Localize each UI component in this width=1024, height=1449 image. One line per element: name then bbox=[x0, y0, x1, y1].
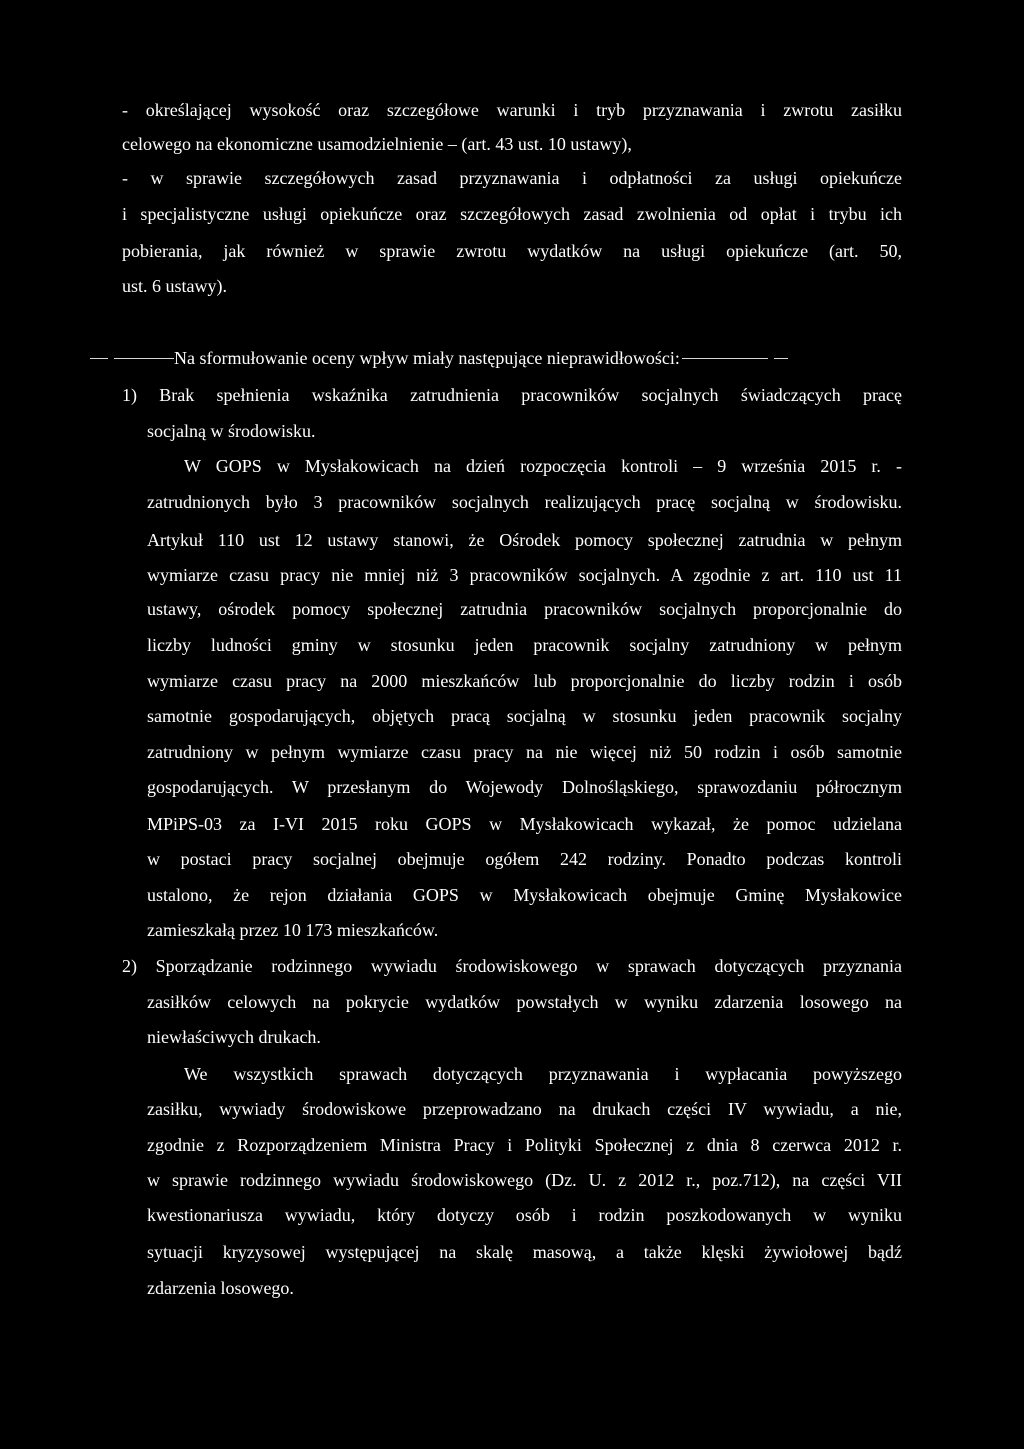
text-line: w sprawie rodzinnego wywiadu środowiskowego (Dz. U. z 2012 r., poz.712), na części VII bbox=[147, 1170, 902, 1190]
text-line: celowego na ekonomiczne usamodzielnienie – (art. 43 ust. 10 ustawy), bbox=[122, 134, 632, 154]
text-line: w postaci pracy socjalnej obejmuje ogółem 242 rodziny. Ponadto podczas kontroli bbox=[147, 849, 902, 869]
list-item-2-title: 2) Sporządzanie rodzinnego wywiadu środowiskowego w sprawach dotyczących przyznania bbox=[122, 956, 902, 976]
text-line: socjalną w środowisku. bbox=[147, 421, 316, 441]
text-line: pobierania, jak również w sprawie zwrotu wydatków na usługi opiekuńcze (art. 50, bbox=[122, 241, 902, 261]
text-line: We wszystkich sprawach dotyczących przyznawania i wypłacania powyższego bbox=[184, 1064, 902, 1084]
text-line: W GOPS w Mysłakowicach na dzień rozpoczęcia kontroli – 9 września 2015 r. - bbox=[184, 456, 902, 476]
text-line: ustawy, ośrodek pomocy społecznej zatrudnia pracowników socjalnych proporcjonalnie do bbox=[147, 599, 902, 619]
text-line: niewłaściwych drukach. bbox=[147, 1027, 321, 1047]
text-line: wymiarze czasu pracy nie mniej niż 3 pracowników socjalnych. A zgodnie z art. 110 ust 11 bbox=[147, 565, 902, 585]
text-line: liczby ludności gminy w stosunku jeden pracownik socjalny zatrudniony w pełnym bbox=[147, 635, 902, 655]
text-line: samotnie gospodarujących, objętych pracą socjalną w stosunku jeden pracownik socjalny bbox=[147, 706, 902, 726]
text-line: ust. 6 ustawy). bbox=[122, 276, 227, 296]
text-line: - określającej wysokość oraz szczegółowe warunki i tryb przyznawania i zwrotu zasiłku bbox=[122, 100, 902, 120]
heading-rule-right-short bbox=[774, 358, 788, 359]
heading-rule-left bbox=[114, 358, 174, 359]
text-line: zgodnie z Rozporządzeniem Ministra Pracy i Polityki Społecznej z dnia 8 czerwca 2012 r. bbox=[147, 1135, 902, 1155]
text-line: kwestionariusza wywiadu, który dotyczy osób i rodzin poszkodowanych w wyniku bbox=[147, 1205, 902, 1225]
text-line: zasiłku, wywiady środowiskowe przeprowadzano na drukach części IV wywiadu, a nie, bbox=[147, 1099, 902, 1119]
text-line: zasiłków celowych na pokrycie wydatków powstałych w wyniku zdarzenia losowego na bbox=[147, 992, 902, 1012]
heading-text: Na sformułowanie oceny wpływ miały następujące nieprawidłowości: bbox=[174, 347, 680, 368]
heading-rule-right bbox=[682, 358, 768, 359]
text-line: zatrudnionych było 3 pracowników socjalnych realizujących pracę socjalną w środowisku. bbox=[147, 492, 902, 512]
text-line: i specjalistyczne usługi opiekuńcze oraz szczegółowych zasad zwolnienia od opłat i trybu ich bbox=[122, 204, 902, 224]
text-line: Artykuł 110 ust 12 ustawy stanowi, że Ośrodek pomocy społecznej zatrudnia w pełnym bbox=[147, 530, 902, 550]
text-line: wymiarze czasu pracy na 2000 mieszkańców lub proporcjonalnie do liczby rodzin i osób bbox=[147, 671, 902, 691]
text-line: zamieszkałą przez 10 173 mieszkańców. bbox=[147, 920, 439, 940]
text-line: - w sprawie szczegółowych zasad przyznawania i odpłatności za usługi opiekuńcze bbox=[122, 168, 902, 188]
text-line: sytuacji kryzysowej występującej na skalę masową, a także klęski żywiołowej bądź bbox=[147, 1242, 902, 1262]
text-line: MPiPS-03 za I-VI 2015 roku GOPS w Mysłakowicach wykazał, że pomoc udzielana bbox=[147, 814, 902, 834]
text-line: zatrudniony w pełnym wymiarze czasu pracy na nie więcej niż 50 rodzin i osób samotnie bbox=[147, 742, 902, 762]
section-heading bbox=[90, 345, 890, 371]
text-line: zdarzenia losowego. bbox=[147, 1278, 294, 1298]
heading-rule-left-short bbox=[90, 358, 108, 359]
list-item-1-title: 1) Brak spełnienia wskaźnika zatrudnienia pracowników socjalnych świadczących pracę bbox=[122, 385, 902, 405]
text-line: gospodarujących. W przesłanym do Wojewody Dolnośląskiego, sprawozdaniu półrocznym bbox=[147, 777, 902, 797]
text-line: ustalono, że rejon działania GOPS w Mysłakowicach obejmuje Gminę Mysłakowice bbox=[147, 885, 902, 905]
